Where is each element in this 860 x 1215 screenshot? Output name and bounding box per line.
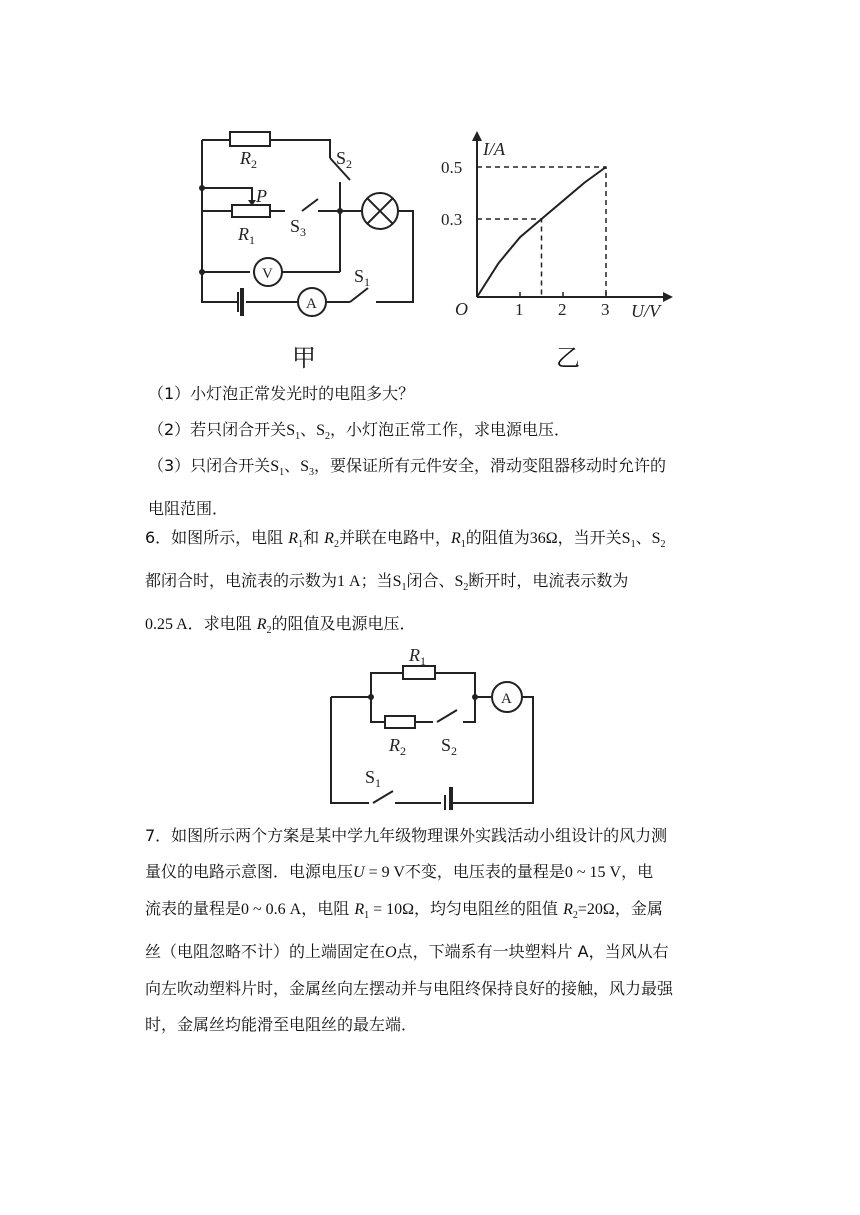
guide-line (477, 219, 542, 297)
x-tick-label: 1 (515, 300, 524, 319)
origin-label: O (455, 299, 468, 319)
ammeter-symbol: A (501, 691, 512, 707)
x-axis-label: U/V (631, 301, 660, 320)
guide-line (477, 167, 606, 297)
y-tick-label: 0.5 (441, 158, 463, 177)
figure-label-a: 甲 (292, 344, 316, 372)
circuit-diagram-a (190, 120, 425, 330)
y-tick-label: 0.3 (441, 210, 463, 229)
x-tick-label: 3 (601, 300, 610, 319)
label-s2: $S_2$ (441, 735, 458, 758)
problem-7: 7．如图所示两个方案是某中学九年级物理课外实践活动小组设计的风力测 量仪的电路示意图．电源电压U = 9 V不变，电压表的量程是0 ~ 15 V，电 流表的量程是0 ~ 0.6 A，电阻 $R_1 = 10\Omega$，均匀电阻丝的阻值 $R_2=20\Omega$，金属 丝（电阻忽略不计）的上端固定在O点，下端系有一块塑料片 A，当风从右 向左吹动塑料片时，金属丝向左摆动并与电阻终保持良好的接触，风力最强 时，金属丝均能滑至电阻丝的最左端． (145, 826, 674, 1035)
figure-label-b: 乙 (556, 344, 580, 372)
label-r2: $R_2$ (389, 735, 406, 758)
x-tick-label: 2 (558, 300, 567, 319)
label-p: P (256, 186, 267, 206)
y-axis-label: I/A (483, 139, 505, 159)
voltmeter-symbol: V (262, 266, 273, 282)
label-s1: $S_1$ (365, 767, 382, 790)
iu-graph (435, 125, 680, 320)
problem-6: 6．如图所示，电阻 $R_1$和 $R_2$并联在电路中，$R_1$的阻值为36Ω，当开关$S_1$、$S_2$ 都闭合时，电流表的示数为1 A；当$S_1$闭合、$S_2$断开时，电流表示数为 0.25 A．求电阻 $R_2$的阻值及电源电压． (145, 528, 666, 637)
question-1: （1）小灯泡正常发光时的电阻多大？ (148, 384, 415, 403)
question-2: （2）若只闭合开关$S_1$、$S_2$，小灯泡正常工作，求电源电压． (148, 420, 571, 443)
label-s1: $S_1$ (354, 266, 371, 289)
label-r2: $R_2$ (240, 148, 257, 171)
label-r1: $R_1$ (409, 645, 426, 668)
circuit-diagram-c (325, 635, 540, 810)
iu-curve (477, 167, 606, 297)
label-r1: $R_1$ (238, 224, 255, 247)
label-s3: $S_3$ (290, 216, 307, 239)
label-s2: $S_2$ (336, 148, 353, 171)
question-3: （3）只闭合开关$S_1$、$S_3$，要保证所有元件安全，滑动变阻器移动时允许的 电阻范围． (148, 456, 667, 519)
ammeter-symbol: A (306, 296, 317, 312)
